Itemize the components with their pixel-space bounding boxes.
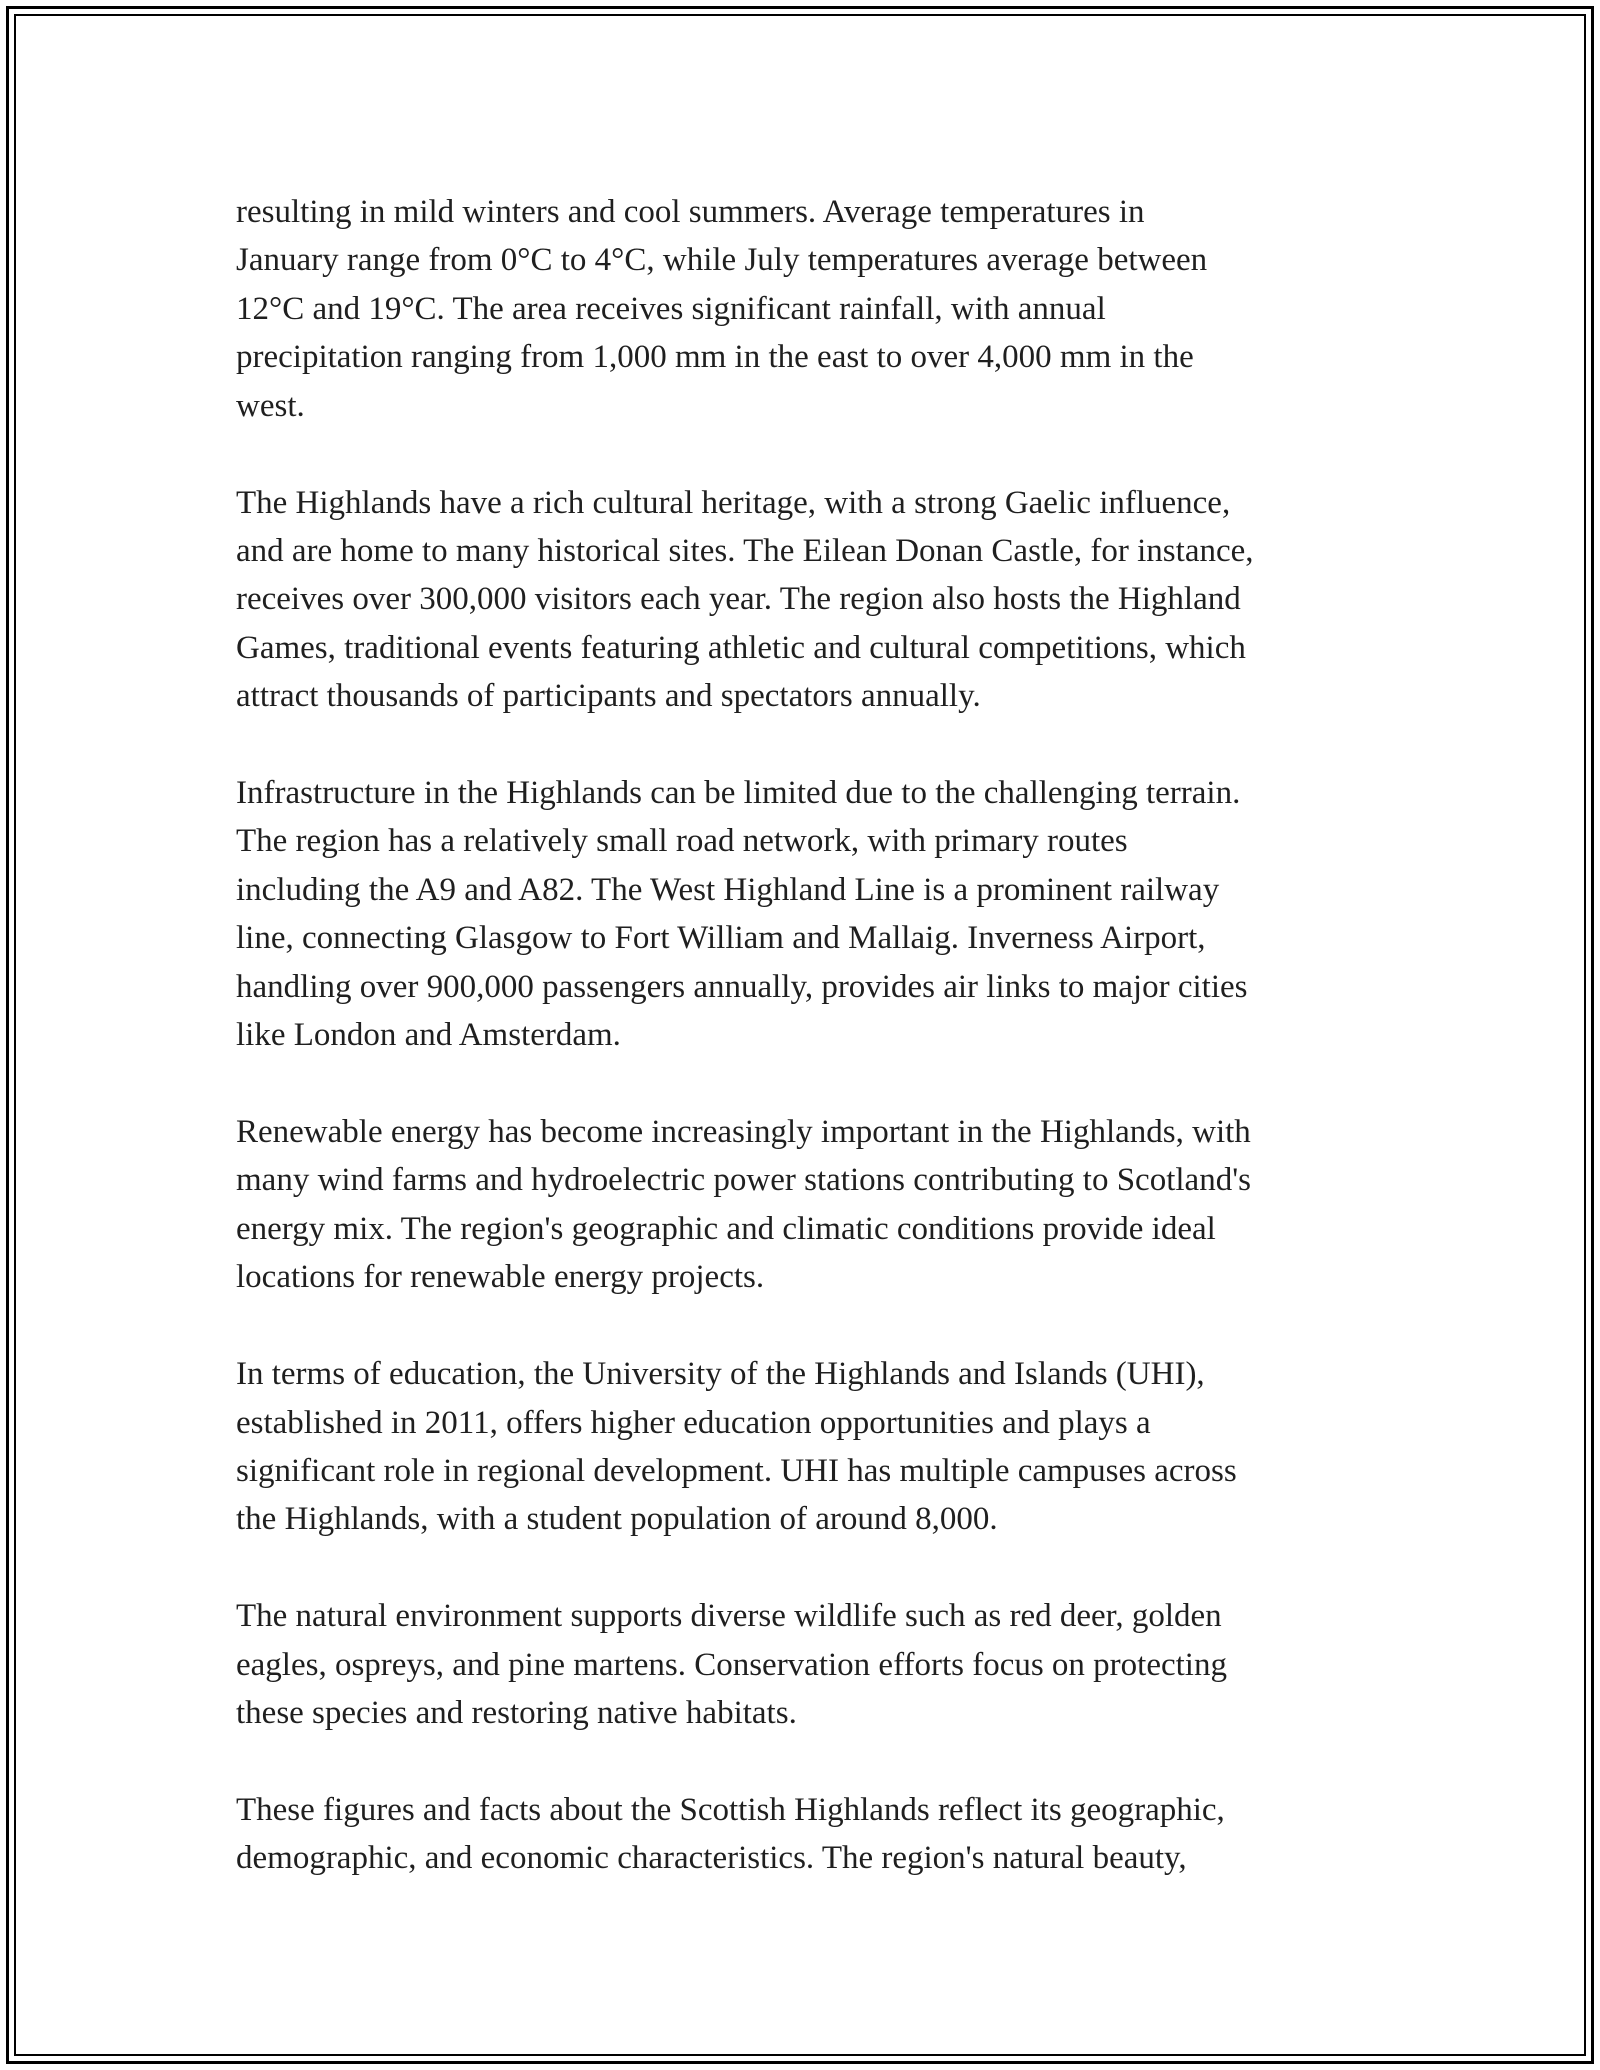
paragraph-wildlife: The natural environment supports diverse wildlife such as red deer, golden eagles, ospreys, and pine martens. Conservation efforts focus on protecting these species and restoring native habitats. bbox=[236, 1598, 1227, 1732]
paragraph-culture: The Highlands have a rich cultural heritage, with a strong Gaelic influence, and are home to many historical sites. The Eilean Donan Castle, for instance, receives over 300,000 visitors each year. The region also hosts the Highland Games, traditional events featuring athletic and cultural competitions, which attract thousands of participants and spectators annually. bbox=[236, 484, 1254, 715]
document-body bbox=[236, 188, 1386, 1931]
paragraph-climate: resulting in mild winters and cool summers. Average temperatures in January range from 0°C to 4°C, while July temperatures average between 12°C and 19°C. The area receives significant rainfall, with annual precipitation ranging from 1,000 mm in the east to over 4,000 mm in the west. bbox=[236, 194, 1208, 424]
paragraph-summary: These figures and facts about the Scottish Highlands reflect its geographic, demographic, and economic characteristics. The region's natural beauty, bbox=[236, 1791, 1225, 1877]
paragraph-education: In terms of education, the University of the Highlands and Islands (UHI), established in 2011, offers higher education opportunities and plays a significant role in regional development. UHI has multiple campuses across the Highlands, with a student population of around 8,000. bbox=[236, 1356, 1237, 1538]
paragraph-renewable-energy: Renewable energy has become increasingly important in the Highlands, with many wind farms and hydroelectric power stations contributing to Scotland's energy mix. The region's geographic and climatic conditions provide ideal locations for renewable energy projects. bbox=[236, 1114, 1251, 1296]
paragraph-infrastructure: Infrastructure in the Highlands can be limited due to the challenging terrain. The region has a relatively small road network, with primary routes including the A9 and A82. The West Highland Line is a prominent railway line, connecting Glasgow to Fort William and Mallaig. Inverness Airport, handling over 900,000 passengers annually, provides air links to major cities like London and Amsterdam. bbox=[236, 775, 1248, 1054]
